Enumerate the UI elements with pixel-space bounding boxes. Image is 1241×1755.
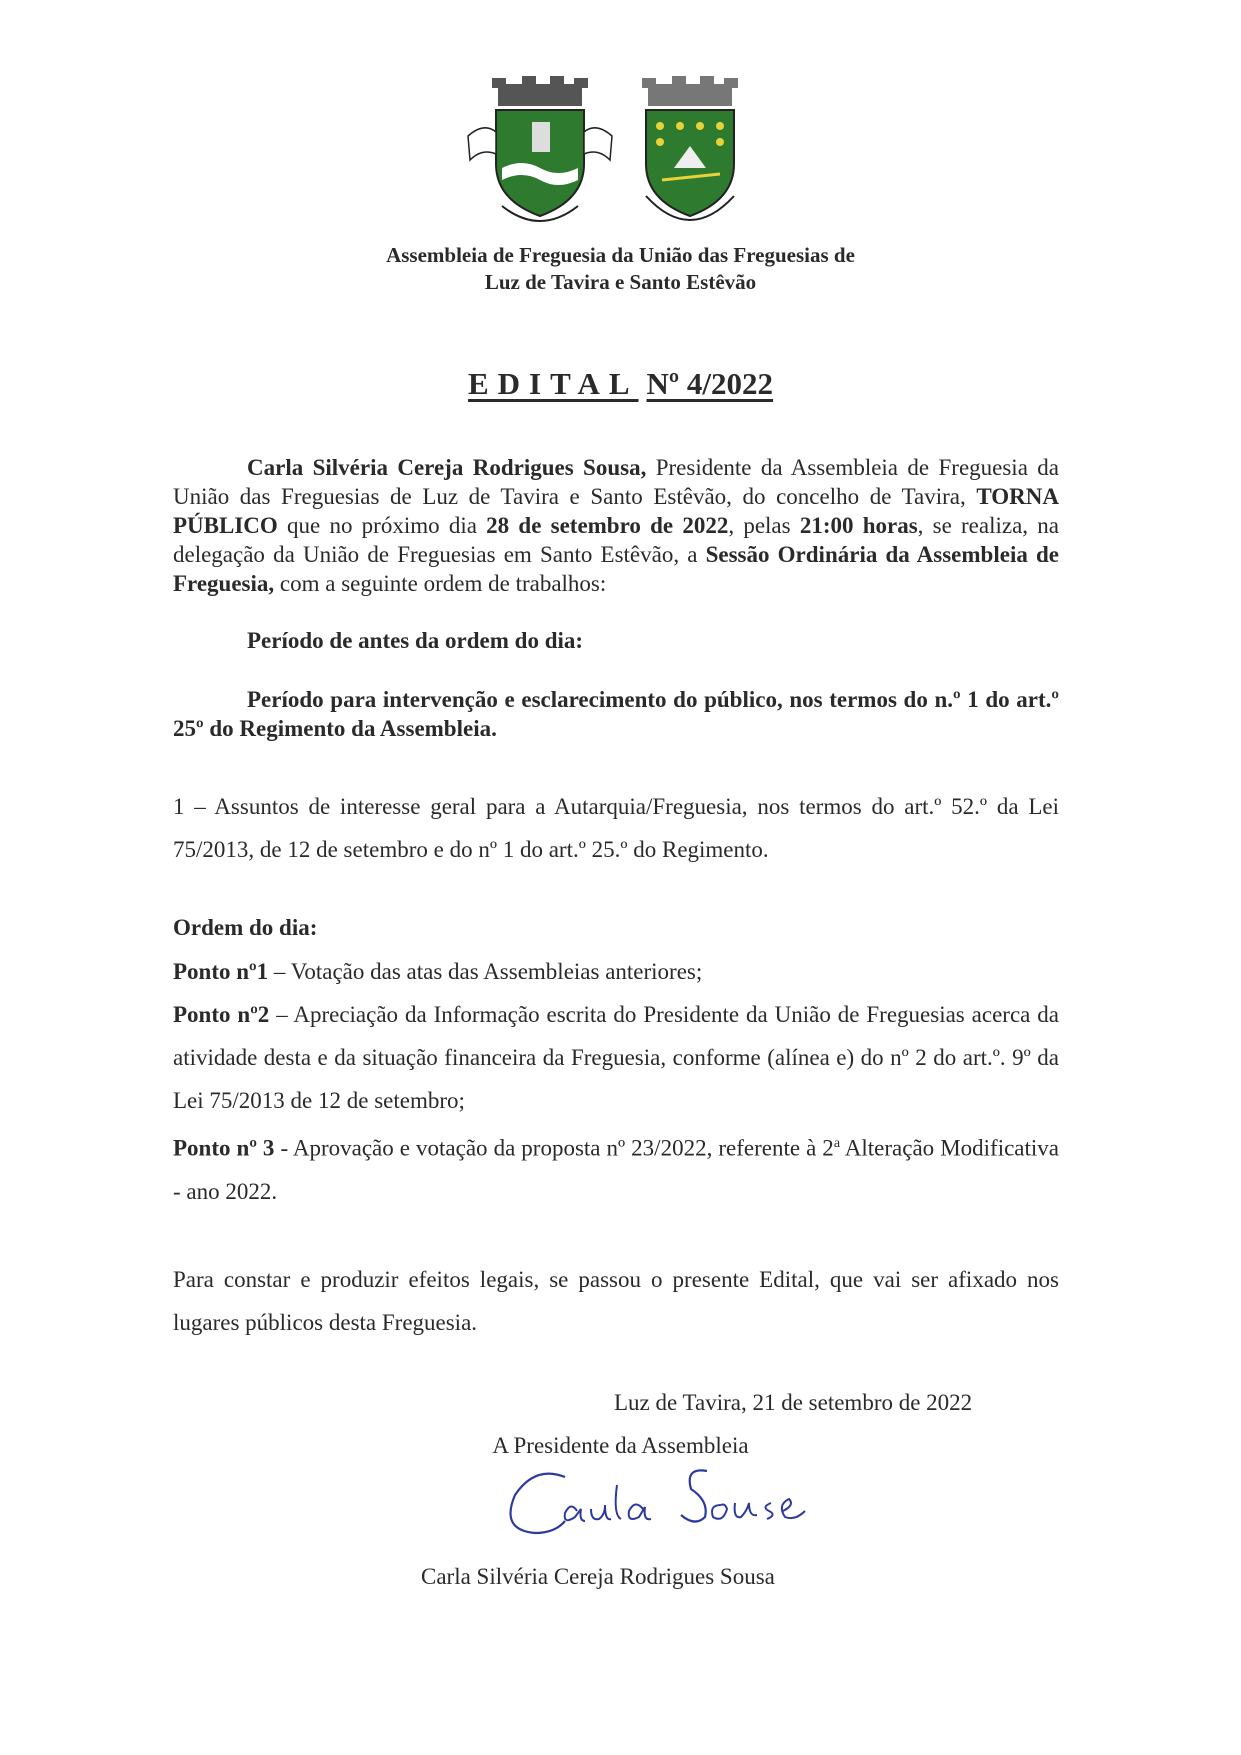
- point-3-superscript: a: [833, 1136, 841, 1151]
- intro-text-4: , se realiza, na delegação da União de Freguesias em Santo Estêvão, a: [173, 513, 1059, 567]
- document-title: [0, 366, 1241, 402]
- assuntos-item: 1 – Assuntos de interesse geral para a Autarquia/Freguesia, nos termos do art.º 52.º da Lei 75/2013, de 12 de setembro e do nº 1 do art.º 25.º do Regimento.: [173, 794, 1059, 862]
- point-3-text-a: - Aprovação e votação da proposta nº 23/2022, referente à 2: [274, 1135, 834, 1161]
- session-type: Sessão Ordinária da Assembleia de Freguesia,: [173, 542, 1059, 596]
- intro-text-2: que no próximo dia: [277, 513, 487, 538]
- point-2-text: – Apreciação da Informação escrita do Presidente da União de Freguesias acerca da atividade desta e da situação financeira da Freguesia, conforme (alínea e) do nº 2 do art.º. 9º da Lei 75/2013 de 12 de setembro;: [173, 1002, 1059, 1113]
- session-hour: 21:00 horas: [799, 513, 918, 538]
- agenda-point-2: [173, 993, 1059, 1122]
- closing-paragraph: Para constar e produzir efeitos legais, se passou o presente Edital, que vai ser afixado nos lugares públicos desta Freguesia.: [173, 1267, 1059, 1335]
- point-1-label: Ponto nº1: [173, 959, 269, 984]
- agenda-point-1: [173, 950, 1059, 993]
- place-and-date: Luz de Tavira, 21 de setembro de 2022: [614, 1390, 973, 1415]
- signatory-role: A Presidente da Assembleia: [492, 1433, 749, 1458]
- periodo-publico-heading: Período para intervenção e esclarecimento do público, nos termos do n.º 1 do art.º 25º do Regimento da Assembleia.: [173, 687, 1059, 741]
- torna-publico: TORNA PÚBLICO: [173, 484, 1059, 538]
- session-date: 28 de setembro de 2022: [486, 513, 729, 538]
- periodo-antes-heading: Período de antes da ordem do dia:: [247, 628, 584, 653]
- organization-name-line2: Luz de Tavira e Santo Estêvão: [484, 270, 757, 294]
- santo-estevao-crest: [642, 76, 738, 220]
- agenda-point-3: [173, 1122, 1059, 1213]
- handwritten-signature: [495, 1455, 835, 1555]
- intro-text-3: , pelas: [728, 513, 800, 538]
- point-2-label: Ponto nº2: [173, 1002, 270, 1027]
- intro-text-1: Presidente da Assembleia de Freguesia da União das Freguesias de Luz de Tavira e Santo Estêvão, do concelho de Tavira,: [173, 455, 1059, 509]
- intro-paragraph: [173, 453, 1059, 598]
- signatory-name: Carla Silvéria Cereja Rodrigues Sousa: [421, 1564, 775, 1589]
- title-number: Nº 4/2022: [646, 366, 774, 401]
- title-word: EDITAL: [467, 366, 639, 401]
- intro-text-5: com a seguinte ordem de trabalhos:: [274, 571, 607, 596]
- organization-name-line1: Assembleia de Freguesia da União das Freguesias de: [386, 243, 855, 267]
- president-name: Carla Silvéria Cereja Rodrigues Sousa,: [247, 455, 647, 480]
- luz-tavira-crest: [468, 76, 612, 221]
- coats-of-arms: [462, 76, 772, 236]
- point-1-text: – Votação das atas das Assembleias anteriores;: [268, 959, 703, 984]
- agenda-points: [173, 950, 1059, 1213]
- point-3-label: Ponto nº 3: [173, 1135, 275, 1161]
- point-3-text-b: Alteração Modificativa - ano 2022.: [173, 1135, 1059, 1204]
- ordem-do-dia-heading: Ordem do dia:: [173, 915, 318, 940]
